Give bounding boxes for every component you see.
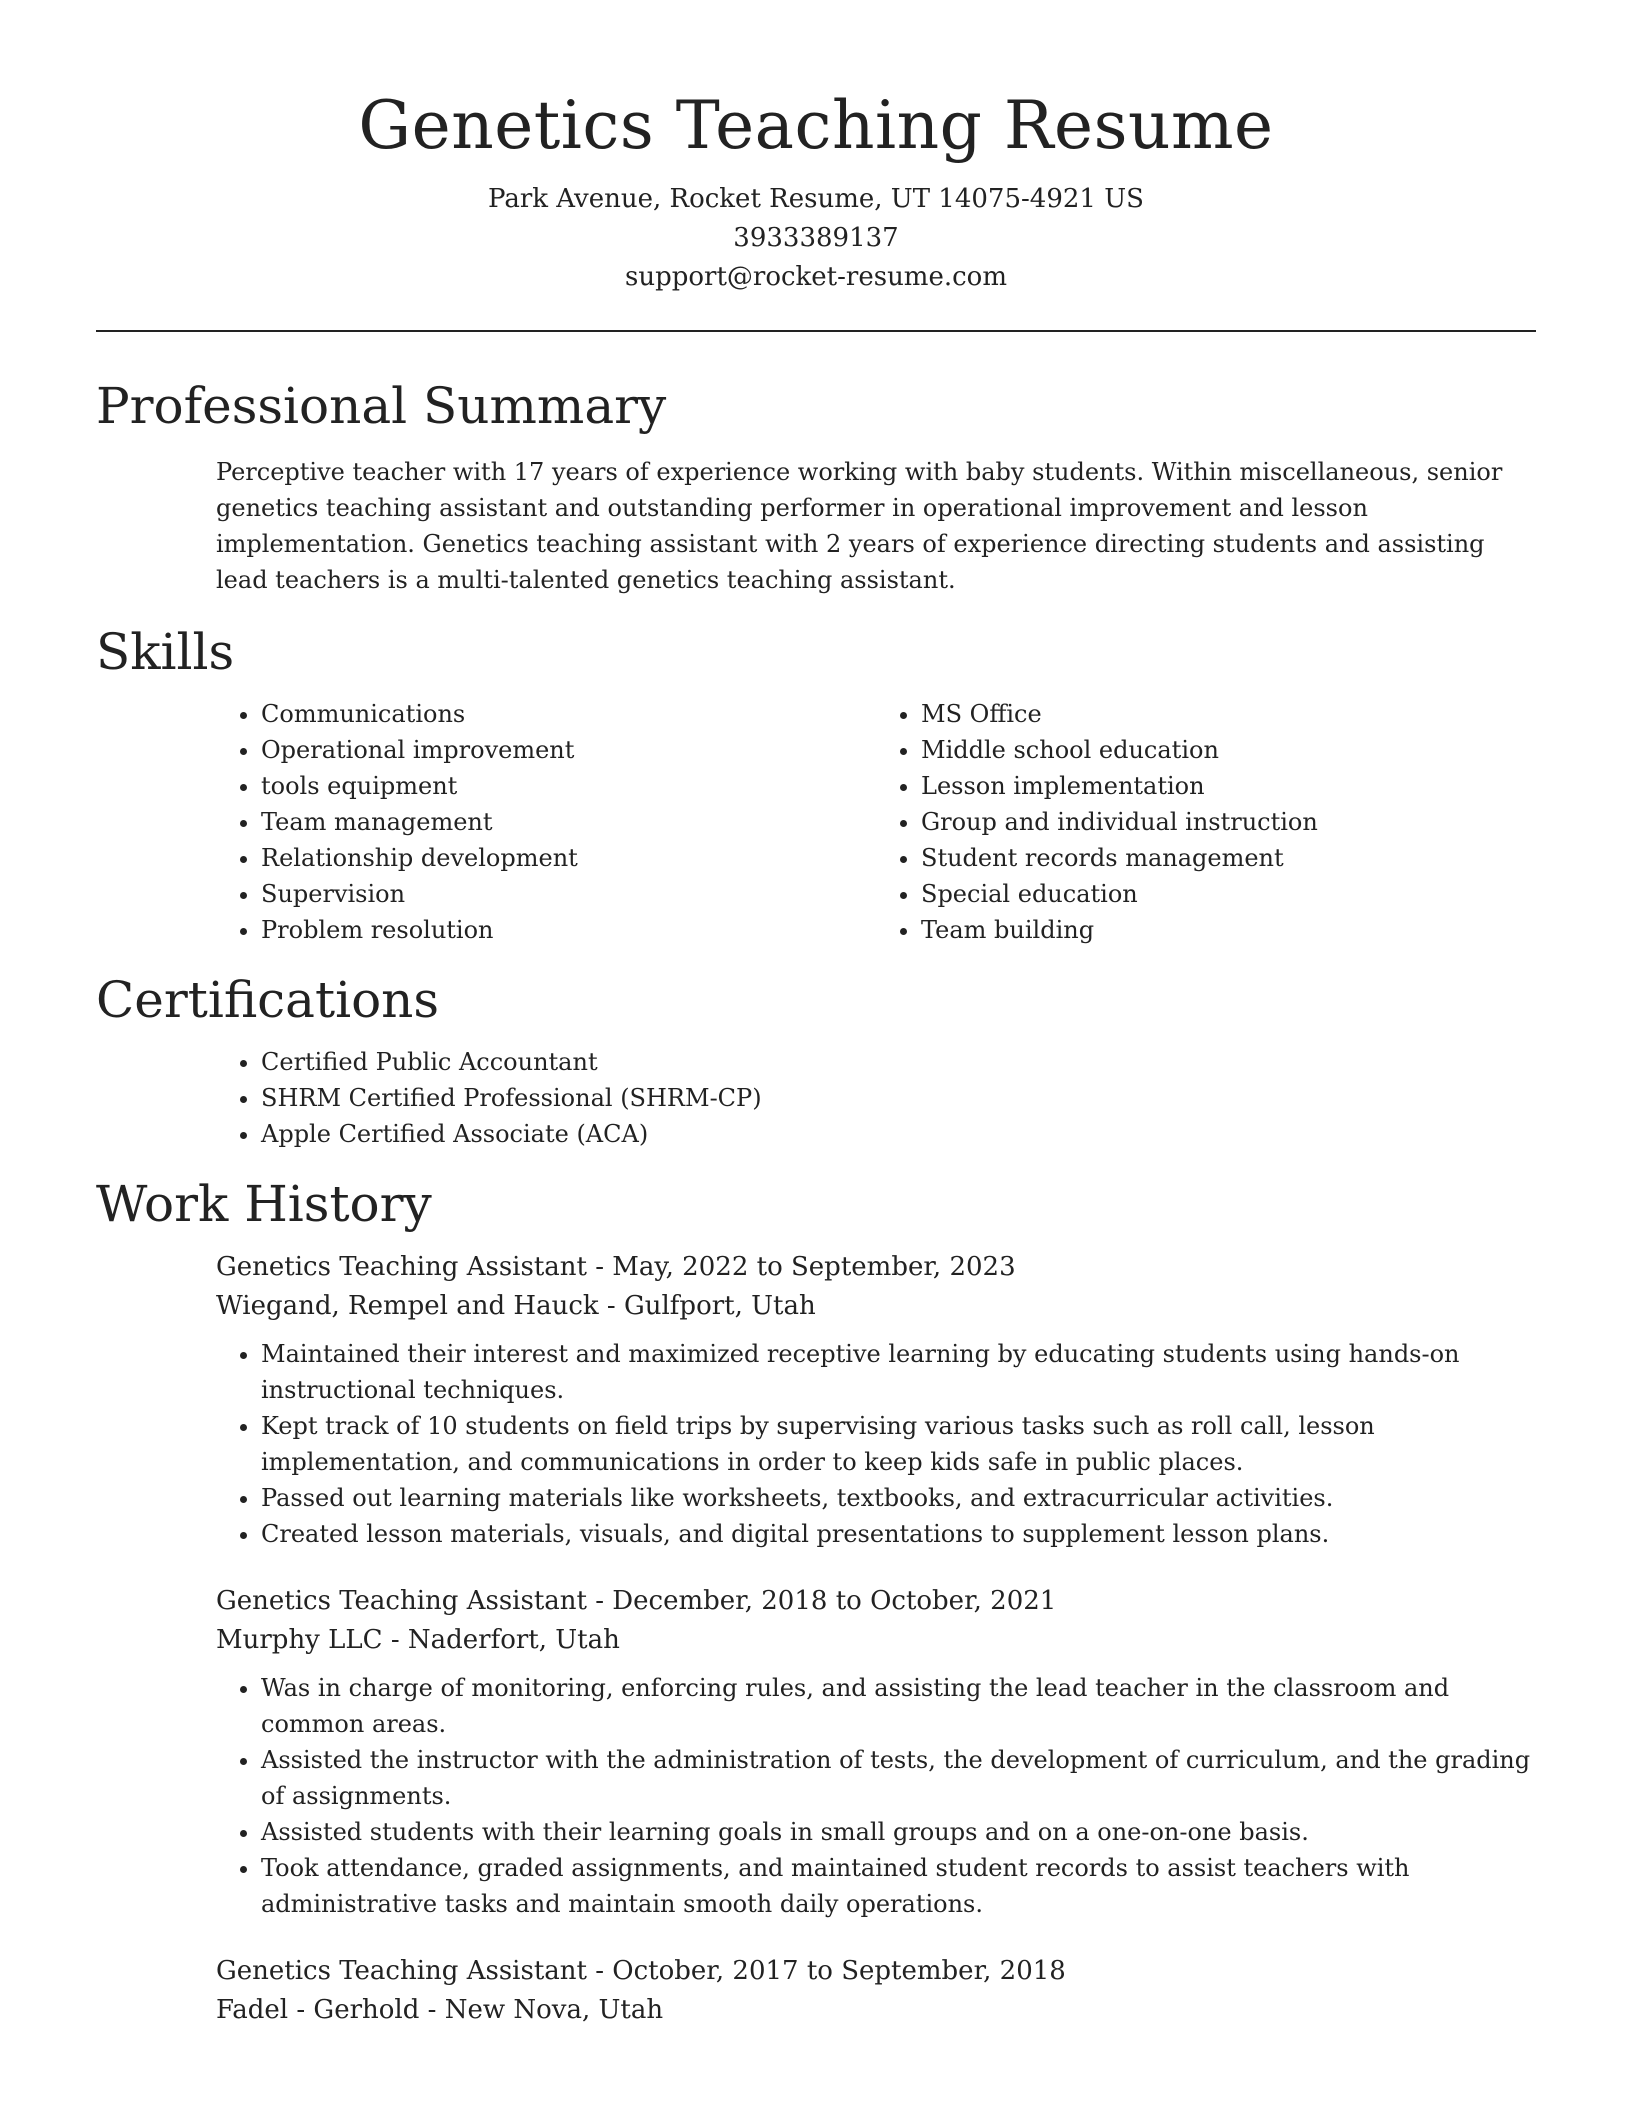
- certification-item: • SHRM Certified Professional (SHRM-CP): [261, 1080, 1536, 1116]
- skill-item: • Supervision: [261, 876, 876, 912]
- job-bullet: • Maintained their interest and maximized receptive learning by educating students using hands-on instructional techniques.: [261, 1336, 1536, 1408]
- job-location: - New Nova, Utah: [419, 1995, 664, 2025]
- skill-item: • Team building: [921, 912, 1536, 948]
- skill-item: • Student records management: [921, 840, 1536, 876]
- job-role: Genetics Teaching Assistant: [216, 1586, 587, 1616]
- job-bullet: • Assisted students with their learning goals in small groups and on a one-on-one basis.: [261, 1814, 1536, 1850]
- certifications-heading: Certifications: [96, 971, 440, 1029]
- job-company-line: [216, 1991, 1536, 2030]
- work-history-section: [96, 1172, 1536, 2030]
- job-title-line: [216, 1952, 1536, 1991]
- skill-item: • Team management: [261, 804, 876, 840]
- skill-item: • MS Office: [921, 696, 1536, 732]
- skill-item: • Operational improvement: [261, 732, 876, 768]
- job-dates: - May, 2022 to September, 2023: [586, 1252, 1016, 1282]
- job-entry: [216, 1582, 1536, 1922]
- job-entry: [216, 1248, 1536, 1552]
- skill-item: • Problem resolution: [261, 912, 876, 948]
- skills-columns: [216, 696, 1536, 948]
- job-entry: [216, 1952, 1536, 2030]
- contact-block: [96, 180, 1536, 297]
- certifications-section: [96, 968, 1536, 1152]
- contact-email: support@rocket-resume.com: [624, 262, 1007, 292]
- resume-page: [96, 0, 1536, 2030]
- skill-item: • Lesson implementation: [921, 768, 1536, 804]
- job-dates: - December, 2018 to October, 2021: [586, 1586, 1057, 1616]
- skill-item: • Group and individual instruction: [921, 804, 1536, 840]
- work-history-heading: Work History: [96, 1175, 432, 1233]
- job-bullets: [216, 1670, 1536, 1922]
- summary-section: [96, 374, 1536, 598]
- skill-item: • Special education: [921, 876, 1536, 912]
- job-company-line: [216, 1287, 1536, 1326]
- skill-item: • Relationship development: [261, 840, 876, 876]
- job-bullet: • Passed out learning materials like worksheets, textbooks, and extracurricular activities.: [261, 1480, 1536, 1516]
- job-bullets: [216, 1336, 1536, 1552]
- certifications-list: [216, 1044, 1536, 1152]
- job-title-line: [216, 1248, 1536, 1287]
- job-location: - Gulfport, Utah: [598, 1291, 816, 1321]
- summary-text: Perceptive teacher with 17 years of experience working with baby students. Within miscellaneous, senior genetics teaching assistant and outstanding performer in operational improvement and lesson implementation. Genetics teaching assistant with 2 years of experience directing students and assisting lead teachers is a multi-talented genetics teaching assistant.: [216, 458, 1503, 594]
- job-company: Murphy LLC: [216, 1625, 383, 1655]
- summary-heading: Professional Summary: [96, 377, 667, 435]
- job-bullet: • Took attendance, graded assignments, and maintained student records to assist teachers with administrative tasks and maintain smooth daily operations.: [261, 1850, 1536, 1922]
- skills-list-right: [876, 696, 1536, 948]
- certification-item: • Apple Certified Associate (ACA): [261, 1116, 1536, 1152]
- header-divider: [96, 330, 1536, 332]
- skills-section: [96, 620, 1536, 948]
- skill-item: • Middle school education: [921, 732, 1536, 768]
- job-dates: - October, 2017 to September, 2018: [586, 1956, 1066, 1986]
- resume-title: Genetics Teaching Resume: [358, 87, 1274, 164]
- skills-list-left: [216, 696, 876, 948]
- contact-phone: 3933389137: [733, 223, 899, 253]
- job-title-line: [216, 1582, 1536, 1621]
- skill-item: • Communications: [261, 696, 876, 732]
- contact-address: Park Avenue, Rocket Resume, UT 14075-4921 US: [488, 184, 1144, 214]
- job-bullet: • Was in charge of monitoring, enforcing rules, and assisting the lead teacher in the classroom and common areas.: [261, 1670, 1536, 1742]
- job-role: Genetics Teaching Assistant: [216, 1956, 587, 1986]
- job-location: - Naderfort, Utah: [382, 1625, 620, 1655]
- certification-item: • Certified Public Accountant: [261, 1044, 1536, 1080]
- job-bullet: • Created lesson materials, visuals, and digital presentations to supplement lesson plans.: [261, 1516, 1536, 1552]
- job-company: Fadel - Gerhold: [216, 1995, 420, 2025]
- job-role: Genetics Teaching Assistant: [216, 1252, 587, 1282]
- job-company: Wiegand, Rempel and Hauck: [216, 1291, 599, 1321]
- skill-item: • tools equipment: [261, 768, 876, 804]
- job-bullet: • Assisted the instructor with the administration of tests, the development of curriculum, and the grading of assignments.: [261, 1742, 1536, 1814]
- job-company-line: [216, 1621, 1536, 1660]
- skills-heading: Skills: [96, 623, 235, 681]
- job-bullet: • Kept track of 10 students on field trips by supervising various tasks such as roll call, lesson implementation, and communications in order to keep kids safe in public places.: [261, 1408, 1536, 1480]
